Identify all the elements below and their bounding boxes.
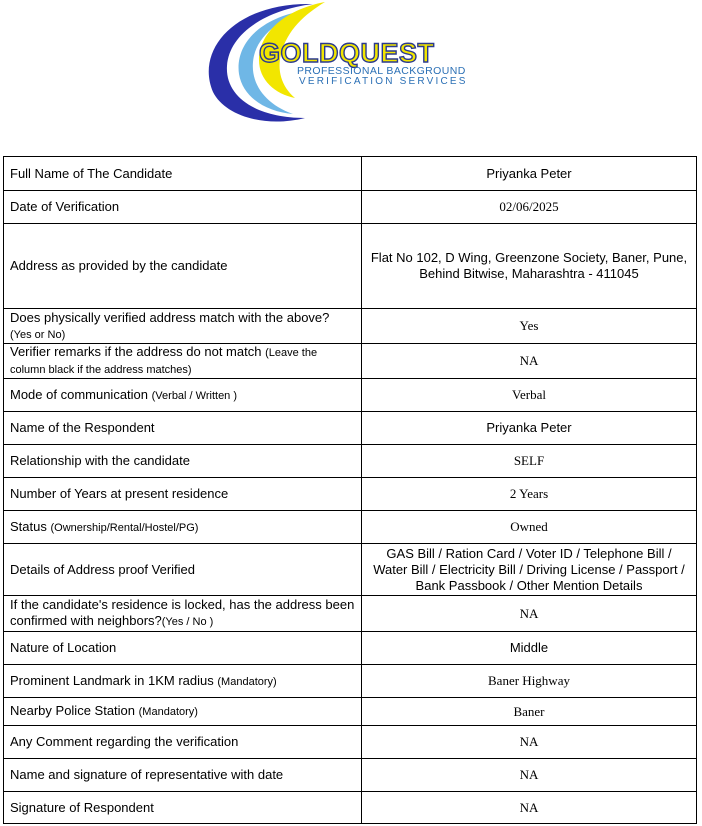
row-label: Date of Verification <box>4 191 362 224</box>
table-row <box>4 445 697 478</box>
logo-line2-text: VERIFICATION SERVICES <box>299 76 468 87</box>
row-value: Flat No 102, D Wing, Greenzone Society, Baner, Pune, Behind Bitwise, Maharashtra - 411045 <box>362 224 697 309</box>
table-row <box>4 792 697 824</box>
row-label: Number of Years at present residence <box>4 478 362 511</box>
table-row <box>4 379 697 412</box>
row-label-main: Prominent Landmark in 1KM radius <box>10 672 214 688</box>
row-label-sub: (Yes or No) <box>10 328 66 341</box>
row-label: Relationship with the candidate <box>4 445 362 478</box>
row-value: Priyanka Peter <box>362 157 697 191</box>
row-label <box>4 309 362 344</box>
row-label <box>4 344 362 379</box>
table-row <box>4 157 697 191</box>
row-label-main: Nearby Police Station <box>10 703 136 718</box>
row-value: NA <box>362 726 697 759</box>
row-value: NA <box>362 344 697 379</box>
row-label: Full Name of The Candidate <box>4 157 362 191</box>
row-label <box>4 596 362 632</box>
table-row <box>4 726 697 759</box>
row-label-sub: (Leave the column black if the address matches) <box>10 347 318 376</box>
logo-line1-text: PROFESSIONAL BACKGROUND <box>297 65 466 77</box>
row-label-sub: (Mandatory) <box>217 675 277 688</box>
row-value: SELF <box>362 445 697 478</box>
logo-brand-text: GOLDQUEST <box>259 38 435 68</box>
table-row <box>4 596 697 632</box>
row-label: Address as provided by the candidate <box>4 224 362 309</box>
row-label-main: Mode of communication <box>10 386 149 402</box>
row-value: NA <box>362 596 697 632</box>
row-label: Signature of Respondent <box>4 792 362 824</box>
row-label-sub: (Verbal / Written ) <box>151 389 238 402</box>
table-row <box>4 478 697 511</box>
verification-table <box>3 156 697 824</box>
row-label: Details of Address proof Verified <box>4 544 362 596</box>
table-row <box>4 224 697 309</box>
row-value: 02/06/2025 <box>362 191 697 224</box>
table-row <box>4 191 697 224</box>
row-value: NA <box>362 792 697 824</box>
row-value: Verbal <box>362 379 697 412</box>
row-label: Name of the Respondent <box>4 412 362 445</box>
row-value: Owned <box>362 511 697 544</box>
table-row <box>4 665 697 698</box>
row-label: Any Comment regarding the verification <box>4 726 362 759</box>
logo-graphic <box>195 0 505 126</box>
row-label <box>4 665 362 698</box>
table-row <box>4 632 697 665</box>
table-row <box>4 511 697 544</box>
row-value: 2 Years <box>362 478 697 511</box>
row-label-main: If the candidate's residence is locked, has the address been confirmed with neighbors? <box>10 597 355 628</box>
row-value: Baner <box>362 698 697 726</box>
row-label-sub: (Ownership/Rental/Hostel/PG) <box>50 521 199 534</box>
row-label <box>4 698 362 726</box>
row-value: Middle <box>362 632 697 665</box>
row-label: Nature of Location <box>4 632 362 665</box>
row-label-sub: (Yes / No ) <box>161 616 214 628</box>
row-value: Baner Highway <box>362 665 697 698</box>
row-label-sub: (Mandatory) <box>138 706 198 718</box>
row-label <box>4 379 362 412</box>
row-value: Priyanka Peter <box>362 412 697 445</box>
row-label-main: Status <box>10 518 47 534</box>
table-row <box>4 344 697 379</box>
row-label <box>4 511 362 544</box>
table-row <box>4 412 697 445</box>
row-label-main: Verifier remarks if the address do not match <box>10 344 262 359</box>
table-row <box>4 544 697 596</box>
row-value: Yes <box>362 309 697 344</box>
row-label: Name and signature of representative with date <box>4 759 362 792</box>
row-value: GAS Bill / Ration Card / Voter ID / Telephone Bill / Water Bill / Electricity Bill / Driving License / Passport / Bank Passbook / Other Mention Details <box>362 544 697 596</box>
table-row <box>4 759 697 792</box>
row-value: NA <box>362 759 697 792</box>
table-row <box>4 309 697 344</box>
table-row <box>4 698 697 726</box>
goldquest-logo <box>195 0 505 126</box>
row-label-main: Does physically verified address match with the above? <box>10 309 330 325</box>
